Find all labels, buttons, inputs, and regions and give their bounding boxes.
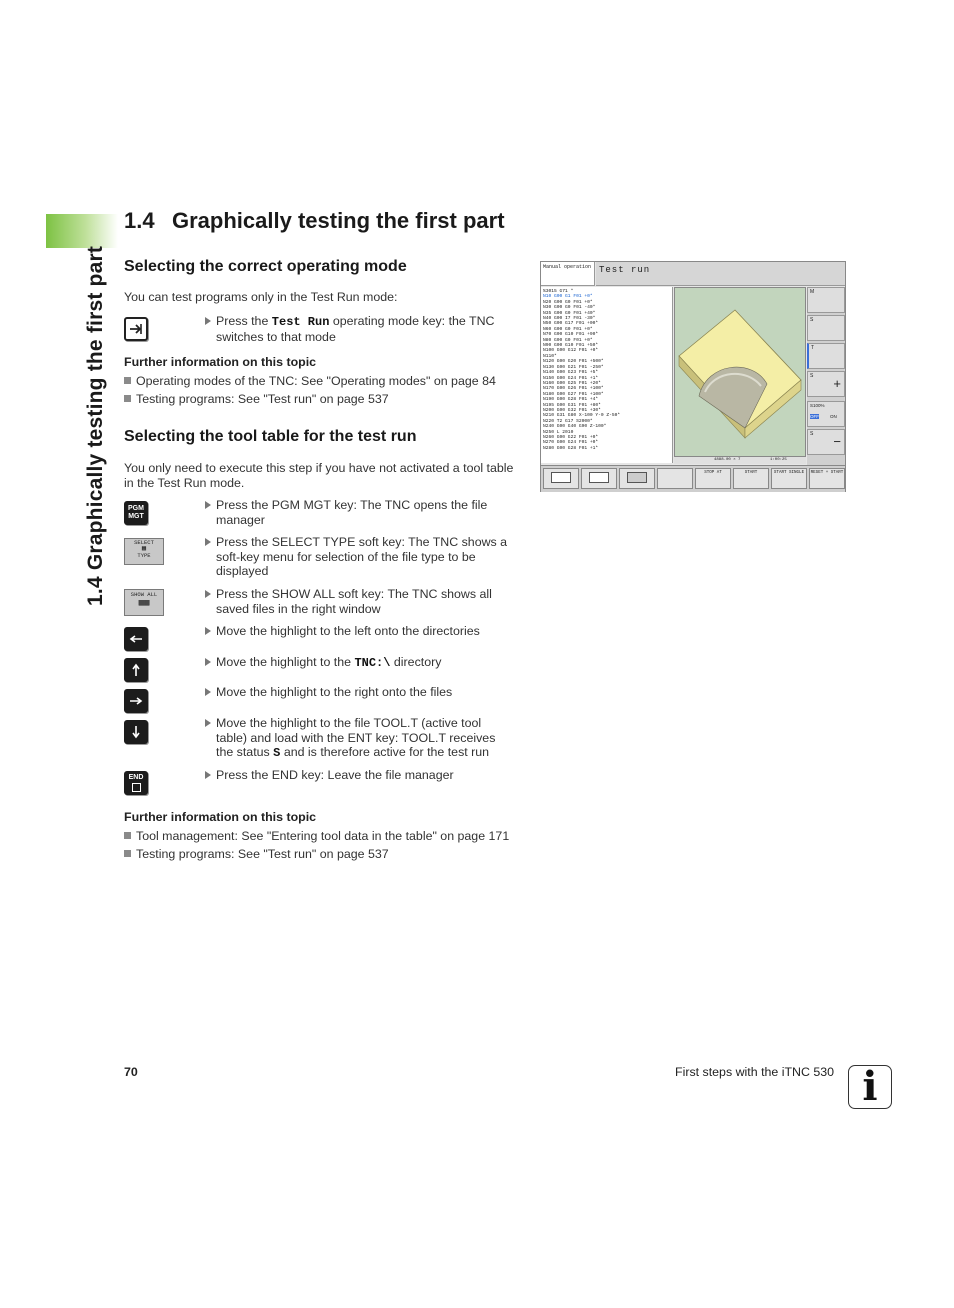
program-line: N140 G00 G23 F01 +5* xyxy=(543,370,599,376)
section2-intro: You only need to execute this step if you have not activated a tool table in the Test Run mode. xyxy=(124,461,514,490)
section2-step-2: Press the SELECT TYPE soft key: The TNC shows a soft-key menu for selection of the file type to be displayed xyxy=(216,535,516,579)
section-number: 1.4 xyxy=(124,208,155,233)
side-tab-accent xyxy=(46,214,118,248)
section2-bullet-2: Testing programs: See "Test run" on page 537 xyxy=(124,847,389,862)
arrow-right-key-icon xyxy=(124,689,148,713)
section2-step-8: Press the END key: Leave the file manager xyxy=(216,768,516,783)
section2-step-1: Press the PGM MGT key: The TNC opens the file manager xyxy=(216,498,516,527)
section2-step-4: Move the highlight to the left onto the directories xyxy=(216,624,516,639)
program-line: N50 G00 G17 F01 +00* xyxy=(543,321,599,327)
program-line: N90 G00 G10 F01 +50* xyxy=(543,343,599,349)
program-line: N100 G00 G12 F01 +0* xyxy=(543,348,599,354)
program-line: N170 G00 G26 F01 +100* xyxy=(543,386,604,392)
program-line: N195 G00 G31 F01 +80* xyxy=(543,402,601,408)
program-line: N180 G00 G27 F01 +100* xyxy=(543,391,604,397)
program-line: N200 G00 G32 F01 +30* xyxy=(543,407,601,413)
program-line: N270 G00 G24 F01 +0* xyxy=(543,440,599,446)
section1-further-title: Further information on this topic xyxy=(124,355,317,369)
program-line: N120 G00 G20 F01 +500* xyxy=(543,359,604,365)
program-line: N80 G00 G0 F01 +0* xyxy=(543,337,593,343)
section1-bullet-2: Testing programs: See "Test run" on page 537 xyxy=(124,392,389,407)
softkey-stop-at[interactable]: STOP AT xyxy=(695,468,731,489)
section2-step-5: Move the highlight to the TNC:\ directory xyxy=(216,655,516,671)
side-button-5[interactable]: S100% OFF ON xyxy=(807,401,845,427)
side-button-2[interactable]: S xyxy=(807,315,845,341)
softkey-2[interactable] xyxy=(581,468,617,489)
program-line: N110* xyxy=(543,353,557,359)
program-line: N35 G00 G0 F01 +40* xyxy=(543,310,596,316)
screen-mode-label: Manual operation xyxy=(541,262,595,286)
softkey-bar xyxy=(541,465,845,492)
program-line: N20 G00 G0 F01 +0* xyxy=(543,299,593,305)
softkey-4[interactable] xyxy=(657,468,693,489)
program-line: N220 T2 G17 S2000* xyxy=(543,418,593,424)
softkey-reset-start[interactable]: RESET + START xyxy=(809,468,845,489)
section2-step-3: Press the SHOW ALL soft key: The TNC shows all saved files in the right window xyxy=(216,587,516,616)
program-line: N250 L 2010 xyxy=(543,429,574,435)
pgm-mgt-key-icon: PGM MGT xyxy=(124,501,148,525)
program-line: N10 G00 G1 F01 +0* xyxy=(543,294,593,300)
side-button-6[interactable]: S − xyxy=(807,429,845,455)
program-line: %3015 G71 * xyxy=(543,289,574,294)
program-line: N260 G00 G22 F01 +0* xyxy=(543,434,599,440)
program-line: N240 G00 G40 G90 Z-100* xyxy=(543,424,607,430)
program-listing xyxy=(541,287,673,463)
softkey-3[interactable] xyxy=(619,468,655,489)
chapter-title: First steps with the iTNC 530 xyxy=(675,1065,835,1079)
softkey-start[interactable]: START xyxy=(733,468,769,489)
arrow-left-key-icon xyxy=(124,627,148,651)
softkey-1[interactable] xyxy=(543,468,579,489)
page-number: 70 xyxy=(124,1065,138,1079)
section1-step-1: Press the Test Run operating mode key: the TNC switches to that mode xyxy=(216,314,516,344)
arrow-down-key-icon xyxy=(124,720,148,744)
side-button-1[interactable]: M xyxy=(807,287,845,313)
program-line: N280 G00 G28 F01 +1* xyxy=(543,445,599,451)
section1-heading: Selecting the correct operating mode xyxy=(124,258,407,275)
end-key-icon: END xyxy=(124,771,148,795)
program-line: N70 G00 G10 F01 +90* xyxy=(543,332,599,338)
simulation-graphic xyxy=(674,287,806,457)
section1-intro: You can test programs only in the Test Run mode: xyxy=(124,290,398,304)
info-icon: i xyxy=(848,1065,892,1109)
right-softkey-column xyxy=(807,287,845,465)
program-line: N160 G00 G25 F01 +20* xyxy=(543,380,601,386)
section2-heading: Selecting the tool table for the test run xyxy=(124,428,417,445)
screen-title: Test run xyxy=(596,262,845,286)
section1-bullet-1: Operating modes of the TNC: See "Operating modes" on page 84 xyxy=(124,374,496,389)
page-title xyxy=(124,208,505,234)
section2-step-7: Move the highlight to the file TOOL.T (active tool table) and load with the ENT key: TOOL.T receives the status S and is therefore active for the test run xyxy=(216,716,512,761)
program-line: N40 G00 I7 F01 -30* xyxy=(543,316,596,322)
section2-bullet-1: Tool management: See "Entering tool data in the table" on page 171 xyxy=(124,829,509,844)
side-tab-label: 1.4 Graphically testing the first part xyxy=(84,245,107,606)
test-run-key-icon xyxy=(124,317,148,341)
select-type-softkey-icon: SELECT ▦ TYPE xyxy=(124,538,164,565)
section2-further-title: Further information on this topic xyxy=(124,810,317,824)
section-title: Graphically testing the first part xyxy=(172,208,505,233)
side-button-4[interactable]: S + xyxy=(807,371,845,397)
softkey-start-single[interactable]: START SINGLE xyxy=(771,468,807,489)
show-all-softkey-icon: SHOW ALL ▦▦ xyxy=(124,589,164,616)
program-line: N30 G00 G0 F01 -40* xyxy=(543,305,596,311)
tnc-screenshot xyxy=(540,261,846,492)
program-line: N60 G00 G0 F01 +0* xyxy=(543,326,593,332)
program-line: N130 G00 G21 F01 -250* xyxy=(543,364,604,370)
program-line: N150 G00 G24 F01 +1* xyxy=(543,375,599,381)
program-line: N190 G00 G28 F01 +4* xyxy=(543,397,599,403)
status-bar: 4888.00 × 7 1:00:25 xyxy=(674,457,806,464)
section2-step-6: Move the highlight to the right onto the files xyxy=(216,685,516,700)
side-button-3[interactable]: T xyxy=(807,343,845,369)
arrow-up-key-icon xyxy=(124,658,148,682)
program-line: N210 G31 G80 X-100 Y-0 Z-50* xyxy=(543,413,621,419)
